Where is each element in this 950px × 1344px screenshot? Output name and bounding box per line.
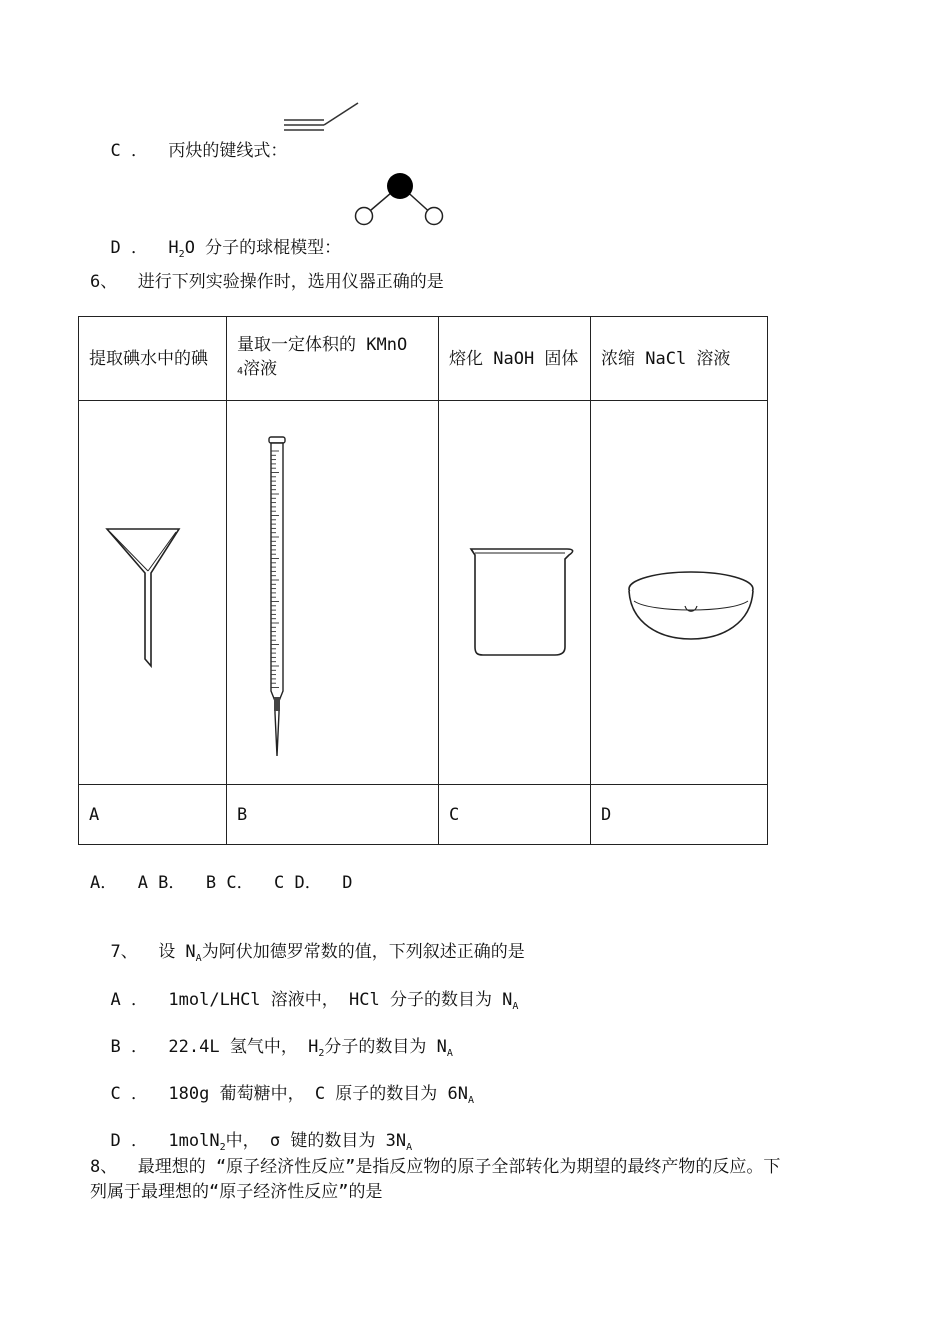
header-cell-a [79,317,227,401]
evaporating-dish-icon [601,401,776,784]
question-8-line-1: 8、 最理想的 “原子经济性反应”是指反应物的原子全部转化为期望的最终产物的反应。下 [90,1157,781,1177]
q7-option-c-text: C ． 180g 葡萄糖中， C 原子的数目为 6N [110,1084,469,1104]
option-d-text-b: O 分子的球棍模型： [184,238,342,258]
question-6-stem: 6、 进行下列实验操作时，选用仪器正确的是 [90,272,444,292]
question-6-answers: A． A B． B C． C D． D [90,873,353,893]
q7-option-d-subscript: 2 [219,1142,226,1153]
option-d [90,215,341,262]
q7-option-b-subscript: 2 [318,1048,325,1059]
propyne-bond-line-icon [282,100,362,136]
q7-option-b-subscript-2: A [446,1048,453,1059]
image-cell-b [227,401,439,785]
label-cell-d: D [591,785,768,845]
image-cell-a [79,401,227,785]
table-image-row [79,401,768,785]
header-b-tail: 溶液 [243,359,278,379]
q7-option-a-text: A ． 1mol/LHCl 溶液中， HCl 分子的数目为 N [110,990,513,1010]
q7-stem-b: 为阿伏加德罗常数的值，下列叙述正确的是 [201,942,525,962]
header-cell-d [591,317,768,401]
table-label-row [79,785,768,845]
header-d-text: 浓缩 NaCl 溶液 [601,348,731,369]
image-cell-d [591,401,768,785]
q7-stem-subscript: A [195,953,202,964]
question-7-stem [90,919,525,966]
question-7-option-b [90,1014,453,1061]
q7-option-d-subscript-2: A [406,1142,413,1153]
apparatus-table [78,316,768,845]
label-cell-b: B [227,785,439,845]
water-ball-stick-model-icon [350,170,450,230]
label-cell-a: A [79,785,227,845]
q7-option-d-text-a: D ． 1molN [110,1131,220,1151]
q7-option-d-text-b: 中， σ 键的数目为 3N [225,1131,407,1151]
question-8-line-2: 列属于最理想的“原子经济性反应”的是 [90,1182,383,1202]
header-cell-c [439,317,591,401]
q7-option-b-text-b: 分子的数目为 N [324,1037,447,1057]
header-a-text: 提取碘水中的碘 [89,348,208,369]
image-cell-c [439,401,591,785]
question-7-option-c [90,1061,474,1108]
q7-option-a-subscript: A [512,1001,519,1012]
q7-option-b-text-a: B ． 22.4L 氢气中， H [110,1037,319,1057]
option-c [90,118,287,162]
q7-option-c-subscript: A [468,1095,475,1106]
label-cell-c: C [439,785,591,845]
question-7-option-d [90,1108,412,1155]
header-b-text: 量取一定体积的 KMnO [237,335,408,355]
header-c-text: 熔化 NaOH 固体 [449,348,579,369]
beaker-icon [449,401,599,784]
option-c-text: C ． 丙炔的键线式： [110,141,288,161]
table-header-row [79,317,768,401]
option-d-text-a: D ． H [110,238,179,258]
question-7-option-a [90,967,518,1014]
option-d-subscript: 2 [178,249,185,260]
header-cell-b [227,317,439,401]
q7-stem-a: 7、 设 N [110,942,196,962]
header-b-subscript: 4 [237,366,244,377]
funnel-icon [89,401,235,784]
burette-icon [237,401,447,784]
